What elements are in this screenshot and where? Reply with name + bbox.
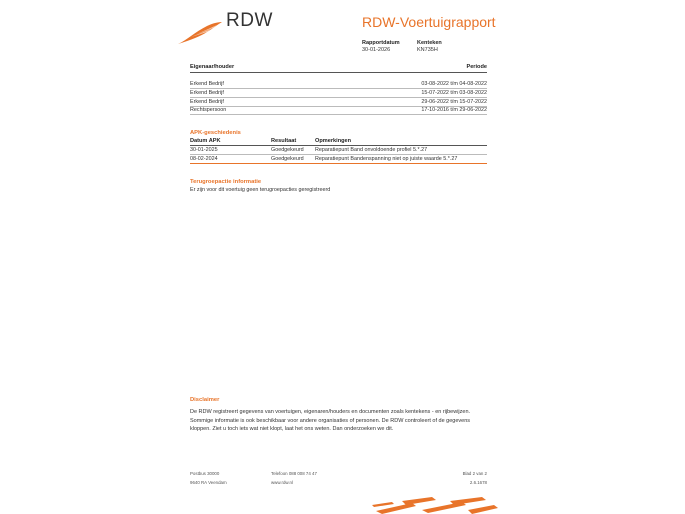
recall-text: Er zijn voor dit voertuig geen terugroepacties geregistreerd bbox=[190, 187, 331, 193]
report-date-label: Rapportdatum bbox=[362, 40, 400, 46]
row-rule bbox=[190, 97, 487, 98]
disclaimer-text bbox=[190, 408, 490, 434]
owner-cell: Erkend Bedrijf bbox=[190, 90, 224, 96]
row-rule bbox=[190, 88, 487, 89]
footer-city: 9640 RA Veendam bbox=[190, 480, 227, 485]
footer-postbus: Postbus 30000 bbox=[190, 471, 220, 476]
period-cell: 03-08-2022 t/m 04-08-2022 bbox=[421, 81, 487, 87]
owners-header-rule bbox=[190, 72, 487, 73]
apk-header-rule bbox=[190, 145, 487, 146]
footer-phone: Telefoon 088 008 74 47 bbox=[271, 471, 317, 476]
logo-text: RDW bbox=[226, 10, 273, 31]
disclaimer-line: kloppen. Ziet u toch iets wat niet klopt, laat het ons weten. Dan onderzoeken we dit. bbox=[190, 426, 394, 432]
recall-heading: Terugroepactie informatie bbox=[190, 179, 262, 185]
rdw-logo-icon bbox=[177, 20, 223, 46]
period-column-header: Periode bbox=[466, 64, 487, 70]
footer-code: 2.6.1678 bbox=[469, 480, 487, 485]
row-rule bbox=[190, 114, 487, 115]
plate-value: KN735H bbox=[417, 47, 438, 53]
plate-label: Kenteken bbox=[417, 40, 442, 46]
disclaimer-line: Sommige informatie is ook beschikbaar voor andere organisaties of personen. De RDW controleert of de gegevens bbox=[190, 417, 471, 424]
owner-cell: Rechtspersoon bbox=[190, 107, 227, 113]
apk-result-cell: Goedgekeurd bbox=[271, 156, 304, 162]
apk-remarks-column-header: Opmerkingen bbox=[315, 138, 352, 144]
disclaimer-heading: Disclaimer bbox=[190, 397, 220, 403]
footer-page: Blad 2 van 2 bbox=[462, 471, 487, 476]
apk-remarks-cell: Reparatiepunt Band onvoldoende profiel 5.*.27 bbox=[315, 147, 428, 153]
owner-cell: Erkend Bedrijf bbox=[190, 81, 224, 87]
apk-remarks-cell: Reparatiepunt Bandenspanning niet op juiste waarde 5.*.27 bbox=[315, 156, 458, 162]
apk-result-cell: Goedgekeurd bbox=[271, 147, 304, 153]
footer-stripes-icon bbox=[372, 497, 498, 514]
footer-web: www.rdw.nl bbox=[271, 480, 293, 485]
period-cell: 29-06-2022 t/m 15-07-2022 bbox=[421, 99, 487, 105]
apk-date-cell: 30-01-2025 bbox=[190, 147, 218, 153]
disclaimer-line: De RDW registreert gegevens van voertuigen, eigenaren/houders en documenten zoals kentekens - en rijbewijzen. bbox=[190, 409, 471, 415]
report-title: RDW-Voertuigrapport bbox=[362, 14, 496, 30]
owner-column-header: Eigenaar/houder bbox=[190, 64, 235, 70]
period-cell: 17-10-2016 t/m 29-06-2022 bbox=[421, 107, 487, 113]
period-cell: 15-07-2022 t/m 03-08-2022 bbox=[421, 90, 487, 96]
row-rule bbox=[190, 154, 487, 155]
apk-date-column-header: Datum APK bbox=[190, 138, 221, 144]
apk-heading: APK-geschiedenis bbox=[190, 130, 241, 136]
owner-cell: Erkend Bedrijf bbox=[190, 99, 224, 105]
apk-date-cell: 08-02-2024 bbox=[190, 156, 218, 162]
report-date: 30-01-2026 bbox=[362, 47, 391, 53]
apk-result-column-header: Resultaat bbox=[271, 138, 297, 144]
apk-bottom-rule bbox=[190, 163, 487, 164]
